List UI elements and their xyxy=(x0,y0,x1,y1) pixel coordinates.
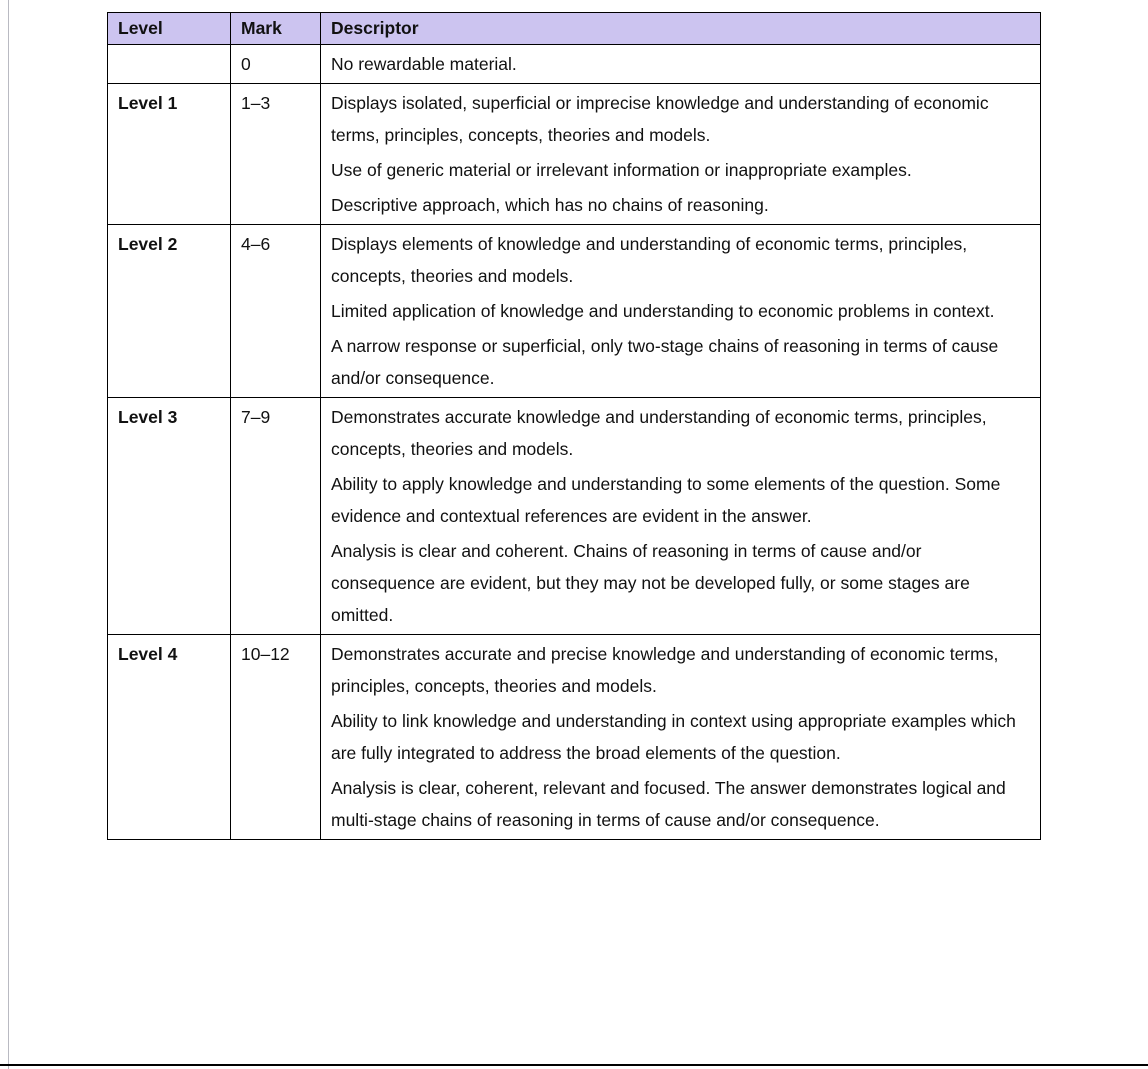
header-mark: Mark xyxy=(231,13,321,45)
descriptor-paragraph: Demonstrates accurate knowledge and understanding of economic terms, principles, concepts, theories and models. xyxy=(331,407,987,459)
table-header-row xyxy=(108,13,1041,45)
descriptor-paragraph: Limited application of knowledge and understanding to economic problems in context. xyxy=(331,301,995,321)
descriptor-paragraph: Analysis is clear, coherent, relevant and focused. The answer demonstrates logical and multi-stage chains of reasoning in terms of cause and/or consequence. xyxy=(331,778,1006,830)
descriptor-cell xyxy=(321,635,1041,840)
level-cell: Level 2 xyxy=(108,225,231,398)
table-row-level2 xyxy=(108,225,1041,398)
level-cell: Level 4 xyxy=(108,635,231,840)
level-cell xyxy=(108,45,231,84)
table-row-level0 xyxy=(108,45,1041,84)
mark-cell: 0 xyxy=(231,45,321,84)
descriptor-cell xyxy=(321,225,1041,398)
descriptor-cell xyxy=(321,398,1041,635)
descriptor-cell xyxy=(321,45,1041,84)
mark-cell: 4–6 xyxy=(231,225,321,398)
descriptor-paragraph: Demonstrates accurate and precise knowledge and understanding of economic terms, principles, concepts, theories and models. xyxy=(331,644,999,696)
level-cell: Level 3 xyxy=(108,398,231,635)
table-row-level1 xyxy=(108,84,1041,225)
page-left-border xyxy=(8,0,9,1069)
descriptor-paragraph: Descriptive approach, which has no chains of reasoning. xyxy=(331,195,769,215)
header-level: Level xyxy=(108,13,231,45)
descriptor-paragraph: Ability to apply knowledge and understanding to some elements of the question. Some evidence and contextual references are evident in the answer. xyxy=(331,474,1001,526)
descriptor-paragraph: Displays elements of knowledge and understanding of economic terms, principles, concepts, theories and models. xyxy=(331,234,968,286)
descriptor-paragraph: Ability to link knowledge and understanding in context using appropriate examples which are fully integrated to address the broad elements of the question. xyxy=(331,711,1016,763)
mark-cell: 10–12 xyxy=(231,635,321,840)
mark-cell: 7–9 xyxy=(231,398,321,635)
table-row-level4 xyxy=(108,635,1041,840)
mark-cell: 1–3 xyxy=(231,84,321,225)
page-bottom-border xyxy=(0,1064,1148,1066)
level-cell: Level 1 xyxy=(108,84,231,225)
table-row-level3 xyxy=(108,398,1041,635)
descriptor-paragraph: No rewardable material. xyxy=(331,54,517,74)
descriptor-cell xyxy=(321,84,1041,225)
descriptor-paragraph: Analysis is clear and coherent. Chains of reasoning in terms of cause and/or consequence are evident, but they may not be developed fully, or some stages are omitted. xyxy=(331,541,970,625)
descriptor-paragraph: A narrow response or superficial, only two-stage chains of reasoning in terms of cause and/or consequence. xyxy=(331,336,999,388)
mark-scheme-table xyxy=(107,12,1041,840)
header-descriptor: Descriptor xyxy=(321,13,1041,45)
descriptor-paragraph: Use of generic material or irrelevant information or inappropriate examples. xyxy=(331,160,912,180)
descriptor-paragraph: Displays isolated, superficial or imprecise knowledge and understanding of economic terms, principles, concepts, theories and models. xyxy=(331,93,989,145)
